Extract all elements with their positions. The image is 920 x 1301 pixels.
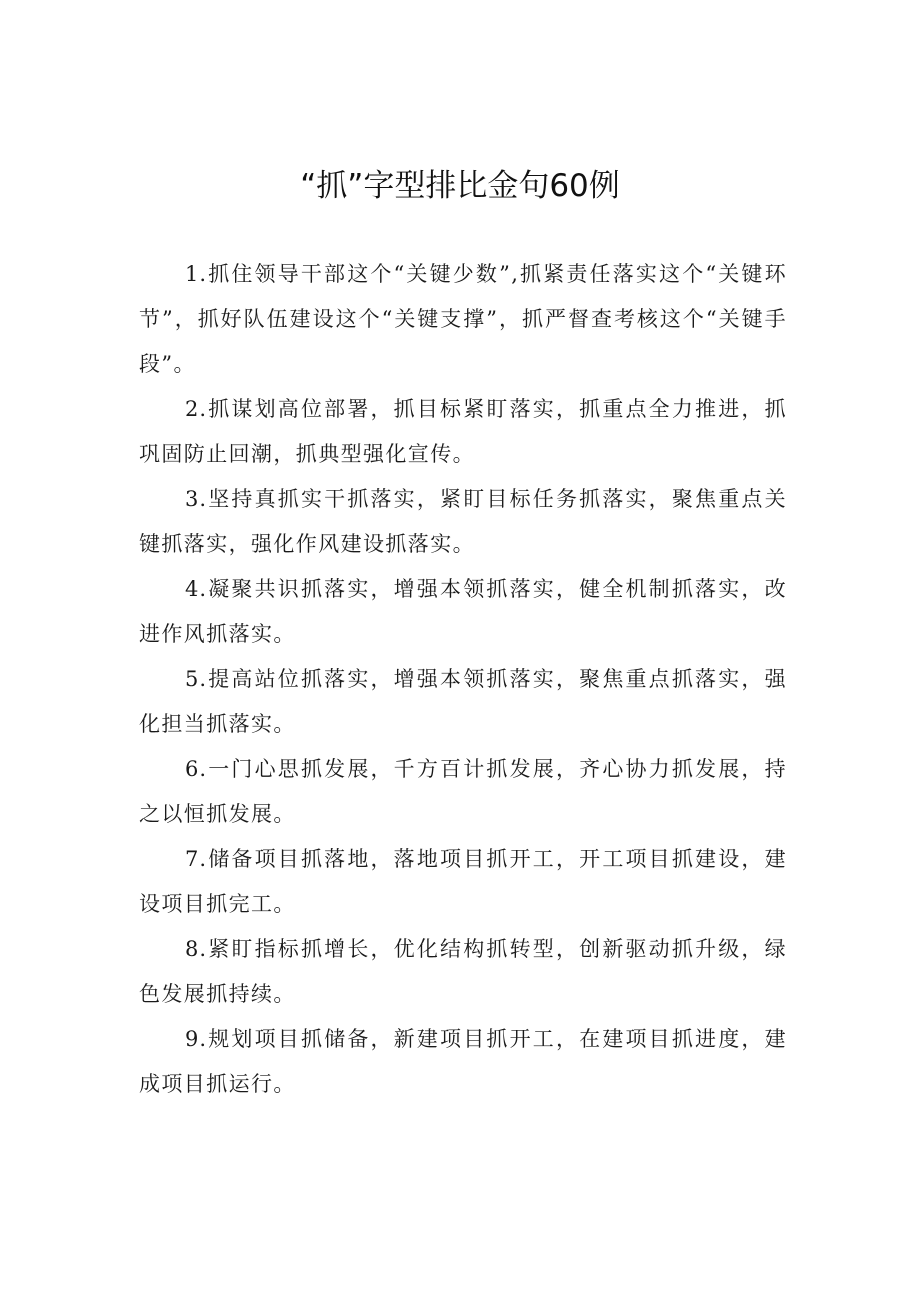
document-body [139,252,787,1107]
item-number: 8 [185,937,200,961]
list-item [139,657,787,747]
item-number: 7 [185,847,200,871]
list-item [139,747,787,837]
document-title: “抓”字型排比金句60例 [300,168,620,204]
item-text: .提高站位抓落实，增强本领抓落实，聚焦重点抓落实，强化担当抓落实。 [139,667,787,736]
item-text: .抓谋划高位部署，抓目标紧盯落实，抓重点全力推进，抓巩固防止回潮，抓典型强化宣传。 [139,397,787,466]
item-number: 1 [185,262,200,286]
list-item [139,477,787,567]
list-item [139,252,787,387]
item-number: 3 [185,487,200,511]
item-text: .抓住领导干部这个“关键少数”,抓紧责任落实这个“关键环节”，抓好队伍建设这个“关键支撑”，抓严督查考核这个“关键手段”。 [139,262,787,376]
list-item [139,837,787,927]
item-text: .一门心思抓发展，千方百计抓发展，齐心协力抓发展，持之以恒抓发展。 [139,757,787,826]
list-item [139,1017,787,1107]
item-number: 4 [185,577,200,601]
item-number: 5 [185,667,200,691]
item-number: 6 [185,757,200,781]
item-text: .规划项目抓储备，新建项目抓开工，在建项目抓进度，建成项目抓运行。 [139,1027,787,1096]
item-number: 9 [185,1027,200,1051]
item-text: .储备项目抓落地，落地项目抓开工，开工项目抓建设，建设项目抓完工。 [139,847,787,916]
item-text: .紧盯指标抓增长，优化结构抓转型，创新驱动抓升级，绿色发展抓持续。 [139,937,787,1006]
list-item [139,927,787,1017]
item-text: .凝聚共识抓落实，增强本领抓落实，健全机制抓落实，改进作风抓落实。 [139,577,787,646]
list-item [139,567,787,657]
item-text: .坚持真抓实干抓落实，紧盯目标任务抓落实，聚焦重点关键抓落实，强化作风建设抓落实。 [139,487,787,556]
list-item [139,387,787,477]
item-number: 2 [185,397,200,421]
